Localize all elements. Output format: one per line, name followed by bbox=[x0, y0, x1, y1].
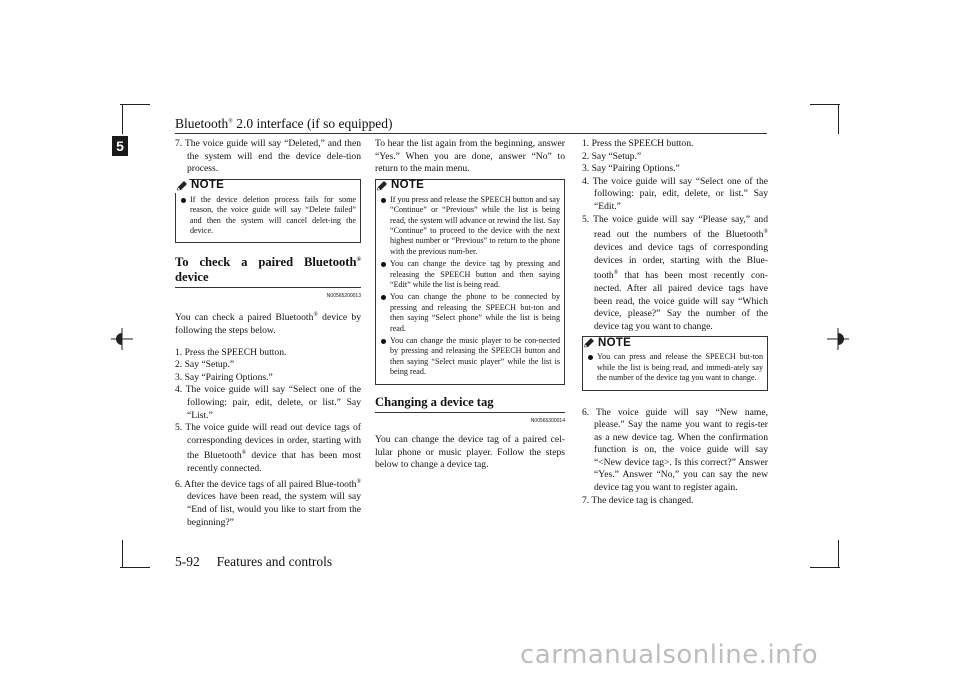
bullet-icon bbox=[381, 262, 386, 267]
note-box-3 bbox=[582, 336, 768, 390]
column-2 bbox=[375, 138, 565, 473]
note-pencil-icon bbox=[175, 179, 189, 193]
bullet-icon bbox=[381, 198, 386, 203]
header-rule bbox=[175, 133, 767, 134]
step-item: 3. Say “Pairing Options.” bbox=[175, 371, 273, 383]
step-item: 4. The voice guide will say “Select one of the following: pair, edit, delete, or list.” Say “List.” bbox=[175, 384, 361, 421]
section-code: N00565200013 bbox=[326, 292, 361, 299]
bullet-icon bbox=[181, 198, 186, 203]
step-item: 2. Say “Setup.” bbox=[175, 359, 235, 371]
note-header bbox=[175, 179, 360, 193]
column-3 bbox=[582, 138, 768, 507]
bullet-icon bbox=[381, 339, 386, 344]
crop-mark-top-right bbox=[810, 104, 840, 105]
note-item-text: You can change the music player to be con-nected by pressing and releasing the SPEECH button and then saying “Select music player” while the list is being read. bbox=[390, 336, 560, 377]
note-item-text: You can press and release the SPEECH but-ton while the list is being read, and immedi-ately say the number of the device tag you want to change. bbox=[597, 352, 763, 383]
note-item-text: You can change the phone to be connected by pressing and releasing the SPEECH but-ton and then saying “Select phone” while the list is being read. bbox=[390, 292, 560, 333]
note-pencil-icon bbox=[375, 179, 389, 193]
intro-text: To hear the list again from the beginning, answer “Yes.” When you are done, answer “No” to return to the main menu. bbox=[375, 138, 565, 175]
note-pencil-icon bbox=[582, 336, 596, 350]
page-header-title: Bluetooth® 2.0 interface (if so equipped) bbox=[175, 116, 393, 131]
note-label: NOTE bbox=[598, 336, 632, 349]
section-code: N00565300014 bbox=[530, 417, 565, 424]
column-1 bbox=[175, 138, 361, 529]
registration-mark-left-icon bbox=[111, 328, 133, 350]
step-item: 5. The voice guide will read out device tags of corresponding devices in order, starting with the Bluetooth® device that has been most recently connected. bbox=[175, 422, 361, 475]
note-header bbox=[582, 336, 767, 350]
intro-text: You can check a paired Bluetooth® device by following the steps below. bbox=[175, 312, 361, 336]
note-item bbox=[376, 259, 564, 290]
note-item bbox=[376, 195, 564, 257]
note-box-1 bbox=[175, 179, 361, 244]
crop-mark-top-left bbox=[120, 104, 150, 105]
step-item: 6. The voice guide will say “New name, please.” Say the name you want to regis-ter as a new device tag. When the confirmation function is on, the voice guide will say “<New device tag>. Is this correct?” Answer “Yes.” Answer “No,” you can say the new device tag you want to register again. bbox=[582, 406, 768, 494]
crop-mark-bottom-right bbox=[810, 567, 840, 568]
note-item bbox=[583, 352, 767, 383]
step-item: 7. The device tag is changed. bbox=[582, 494, 694, 506]
note-item-text: If you press and release the SPEECH button and say “Continue” or “Previous” while the list is being read, the system will advance or rewind the list. Say “Continue” to proceed to the device with the next highest number or “Previous” to return to the phone with the previous num-ber. bbox=[390, 194, 560, 256]
note-label: NOTE bbox=[391, 179, 425, 192]
crop-mark-bottom-left-v bbox=[122, 540, 123, 568]
chapter-tab: 5 bbox=[112, 136, 128, 156]
section-title-change-tag: Changing a device tag bbox=[375, 395, 565, 413]
step-item: 6. After the device tags of all paired Blue-tooth® devices have been read, the system will say “End of list, would you like to start from the beginning?” bbox=[175, 478, 361, 528]
note-box-2 bbox=[375, 179, 565, 385]
note-item-text: If the device deletion process fails for some reason, the voice guide will say “Delete failed” and then the system will cancel delet-ing the device. bbox=[190, 194, 356, 235]
note-label: NOTE bbox=[191, 179, 225, 192]
step-item: 5. The voice guide will say “Please say,” and read out the numbers of the Bluetooth® devices and device tags of corresponding devices in order, starting with the Blue-tooth® that has been most recently con-nected. After all paired device tags have been read, the voice guide will say “Which device, please?” Say the number of the device tag you want to change. bbox=[582, 213, 768, 332]
crop-mark-bottom-right-v bbox=[838, 540, 839, 568]
section-title-check-paired: To check a paired Bluetooth® device bbox=[175, 253, 361, 287]
note-item bbox=[176, 195, 360, 237]
bullet-icon bbox=[588, 355, 593, 360]
crop-mark-bottom-left bbox=[120, 567, 150, 568]
note-header bbox=[375, 179, 564, 193]
registration-mark-right-icon bbox=[827, 328, 849, 350]
step-item: 1. Press the SPEECH button. bbox=[175, 346, 287, 358]
note-item bbox=[376, 336, 564, 378]
step-7-text: 7. The voice guide will say “Deleted,” and then the system will end the device dele-tion process. bbox=[175, 138, 361, 175]
body-text: You can change the device tag of a paired cel-lular phone or music player. Follow the steps below to change a device tag. bbox=[375, 434, 565, 471]
crop-mark-top-right-v bbox=[838, 104, 839, 134]
step-item: 3. Say “Pairing Options.” bbox=[582, 163, 680, 175]
crop-mark-top-left-v bbox=[122, 104, 123, 134]
step-item: 1. Press the SPEECH button. bbox=[582, 138, 694, 149]
step-item: 2. Say “Setup.” bbox=[582, 150, 642, 162]
note-item bbox=[376, 292, 564, 334]
bullet-icon bbox=[381, 295, 386, 300]
step-item: 4. The voice guide will say “Select one of the following: pair, edit, delete, or list.” Say “Edit.” bbox=[582, 175, 768, 212]
note-item-text: You can change the device tag by pressing and releasing the SPEECH button and then saying “Edit” while the list is being read. bbox=[390, 259, 560, 290]
page-footer: 5-92 Features and controls bbox=[175, 554, 333, 569]
watermark: carmanualsonline.info bbox=[520, 640, 819, 670]
